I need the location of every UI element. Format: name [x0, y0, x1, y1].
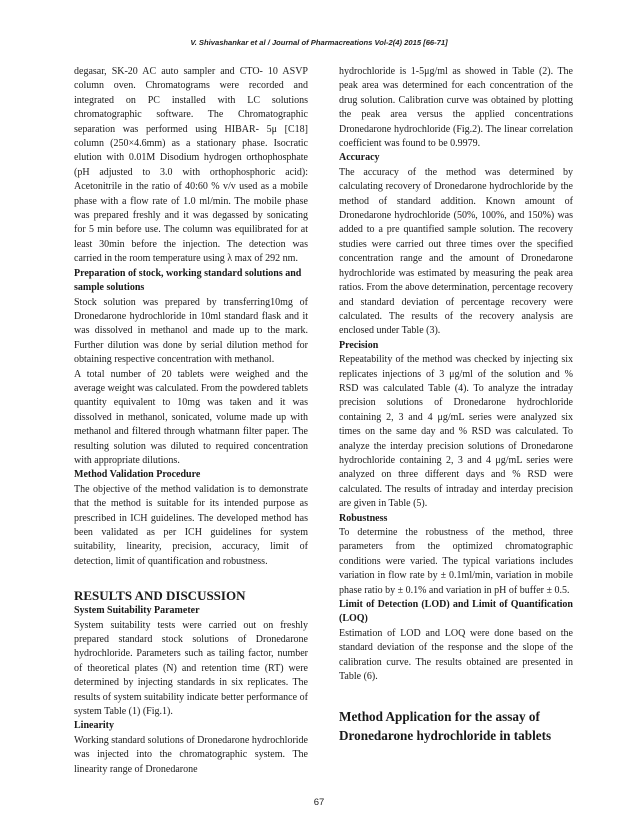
running-header: V. Shivashankar et al / Journal of Pharmacreations Vol-2(4) 2015 [66-71]: [190, 38, 448, 47]
lod-loq-heading: Limit of Detection (LOD) and Limit of Quantification (LOQ): [339, 599, 573, 625]
precision-paragraph: Repeatability of the method was checked by injecting six replicates injections of 3 μg/ml of the solution and % RSD was calculated Table (4). To analyze the intraday precision solutions of Dronedarone hydrochloride containing 2, 3 and 4 μg/mL series were analyzed six times on the same day and % RSD was calculated. To analyze the interday precision solutions of Dronedarone hydrochloride containing 2, 3 and 4 μg/mL series were analyzed on three different days and % RSD were calculated. The results of intraday and interday precision are given in Table (5).: [339, 354, 573, 510]
tablet-sample-paragraph: A total number of 20 tablets were weighed and the average weight was calculated. From the powdered tablets quantity equivalent to 10mg was taken and it was dissolved in methanol, sonicated, volume made up with methanol and filtered through whatmann filter paper. The resulting solution was diluted to required concentration with appropriate dilutions.: [74, 368, 308, 466]
page-number: 67: [313, 797, 325, 808]
chromatography-conditions-paragraph: degasar, SK-20 AC auto sampler and CTO- 10 ASVP column oven. Chromatograms were recorded and integrated on PC installed with LC solutions chromatographic software. The Chromatographic separation was performed using HIBAR- 5μ [C18] column (250×4.6mm) as a stationary phase. Isocratic elution with 0.01M Disodium hydrogen orthophosphate (pH adjusted to 3.0 with orthophosphoric acid): Acetonitrile in the ratio of 40:60 % v/v used as a mobile phase with a flow rate of 1.0 ml/min. The mobile phase was prepared freshly and it was degassed by sonicating for 5 min before use. The column was equilibrated for at least 30min before the injection. The detection was carried in the room temperature using λ max of 292 nm.: [74, 66, 308, 265]
system-suitability-heading: System Suitability Parameter: [74, 605, 200, 617]
stock-solution-paragraph: Stock solution was prepared by transferring10mg of Dronedarone hydrochloride in 10ml standard flask and it was dissolved in methanol and made up to the mark. Further dilution was done by serial dilution method for obtaining respective concentration with methanol.: [74, 296, 308, 366]
linearity-continued-paragraph: hydrochloride is 1-5μg/ml as showed in Table (2). The peak area was determined for each concentration of the drug solution. Calibration curve was obtained by plotting the peak area versus the applied concentrations Dronedarone hydrochloride (Fig.2). The linear correlation coefficient was found to be 0.9979.: [339, 66, 573, 150]
right-column: [339, 65, 573, 745]
method-application-heading: Method Application for the assay of Dronedarone hydrochloride in tablets: [339, 709, 552, 744]
accuracy-heading: Accuracy: [339, 152, 380, 164]
precision-heading: Precision: [339, 339, 379, 351]
accuracy-paragraph: The accuracy of the method was determined by calculating recovery of Dronedarone hydrochloride by the method of standard addition. Known amount of Dronedarone hydrochloride (50%, 100%, and 150%) was added to a pre quantified sample solution. The recovery studies were carried out three times over the specified concentration range and the amount of Dronedarone hydrochloride was estimated by measuring the peak area ratios. From the above determination, percentage recovery and standard deviation of percentage recovery were calculated. The results of the recovery analysis are enclosed under Table (3).: [339, 166, 573, 337]
validation-paragraph: The objective of the method validation is to demonstrate that the method is suitable for its intended purpose as prescribed in ICH guidelines. The developed method has been validated as per ICH guidelines for system suitability, linearity, precision, accuracy, limit of detection, limit of quantification and robustness.: [74, 483, 308, 567]
linearity-paragraph: Working standard solutions of Dronedarone hydrochloride was injected into the chromatographic system. The linearity range of Dronedarone: [74, 734, 308, 775]
results-discussion-heading: RESULTS AND DISCUSSION: [74, 588, 246, 604]
system-suitability-paragraph: System suitability tests were carried out on freshly prepared standard stock solutions of Dronedarone hydrochloride. Parameters such as tailing factor, number of theoretical plates (N) and retention time (RT) were determined by injecting standards in six replicates. The results of system suitability indicate better performance of system Table (1) (Fig.1).: [74, 619, 308, 718]
validation-heading: Method Validation Procedure: [74, 469, 201, 481]
linearity-heading: Linearity: [74, 720, 114, 732]
robustness-paragraph: To determine the robustness of the method, three parameters from the optimized chromatographic conditions were varied. The typical variations includes variation in flow rate by ± 0.1ml/min, variation in mobile phase ratio by ± 0.1% and variation in pH of buffer ± 0.5.: [339, 527, 573, 596]
stock-preparation-heading: Preparation of stock, working standard solutions and sample solutions: [74, 267, 302, 294]
left-column: [74, 65, 308, 777]
lod-loq-paragraph: Estimation of LOD and LOQ were done based on the standard deviation of the response and the slope of the calibration curve. The results obtained are presented in Table (6).: [339, 627, 573, 683]
robustness-heading: Robustness: [339, 512, 388, 524]
